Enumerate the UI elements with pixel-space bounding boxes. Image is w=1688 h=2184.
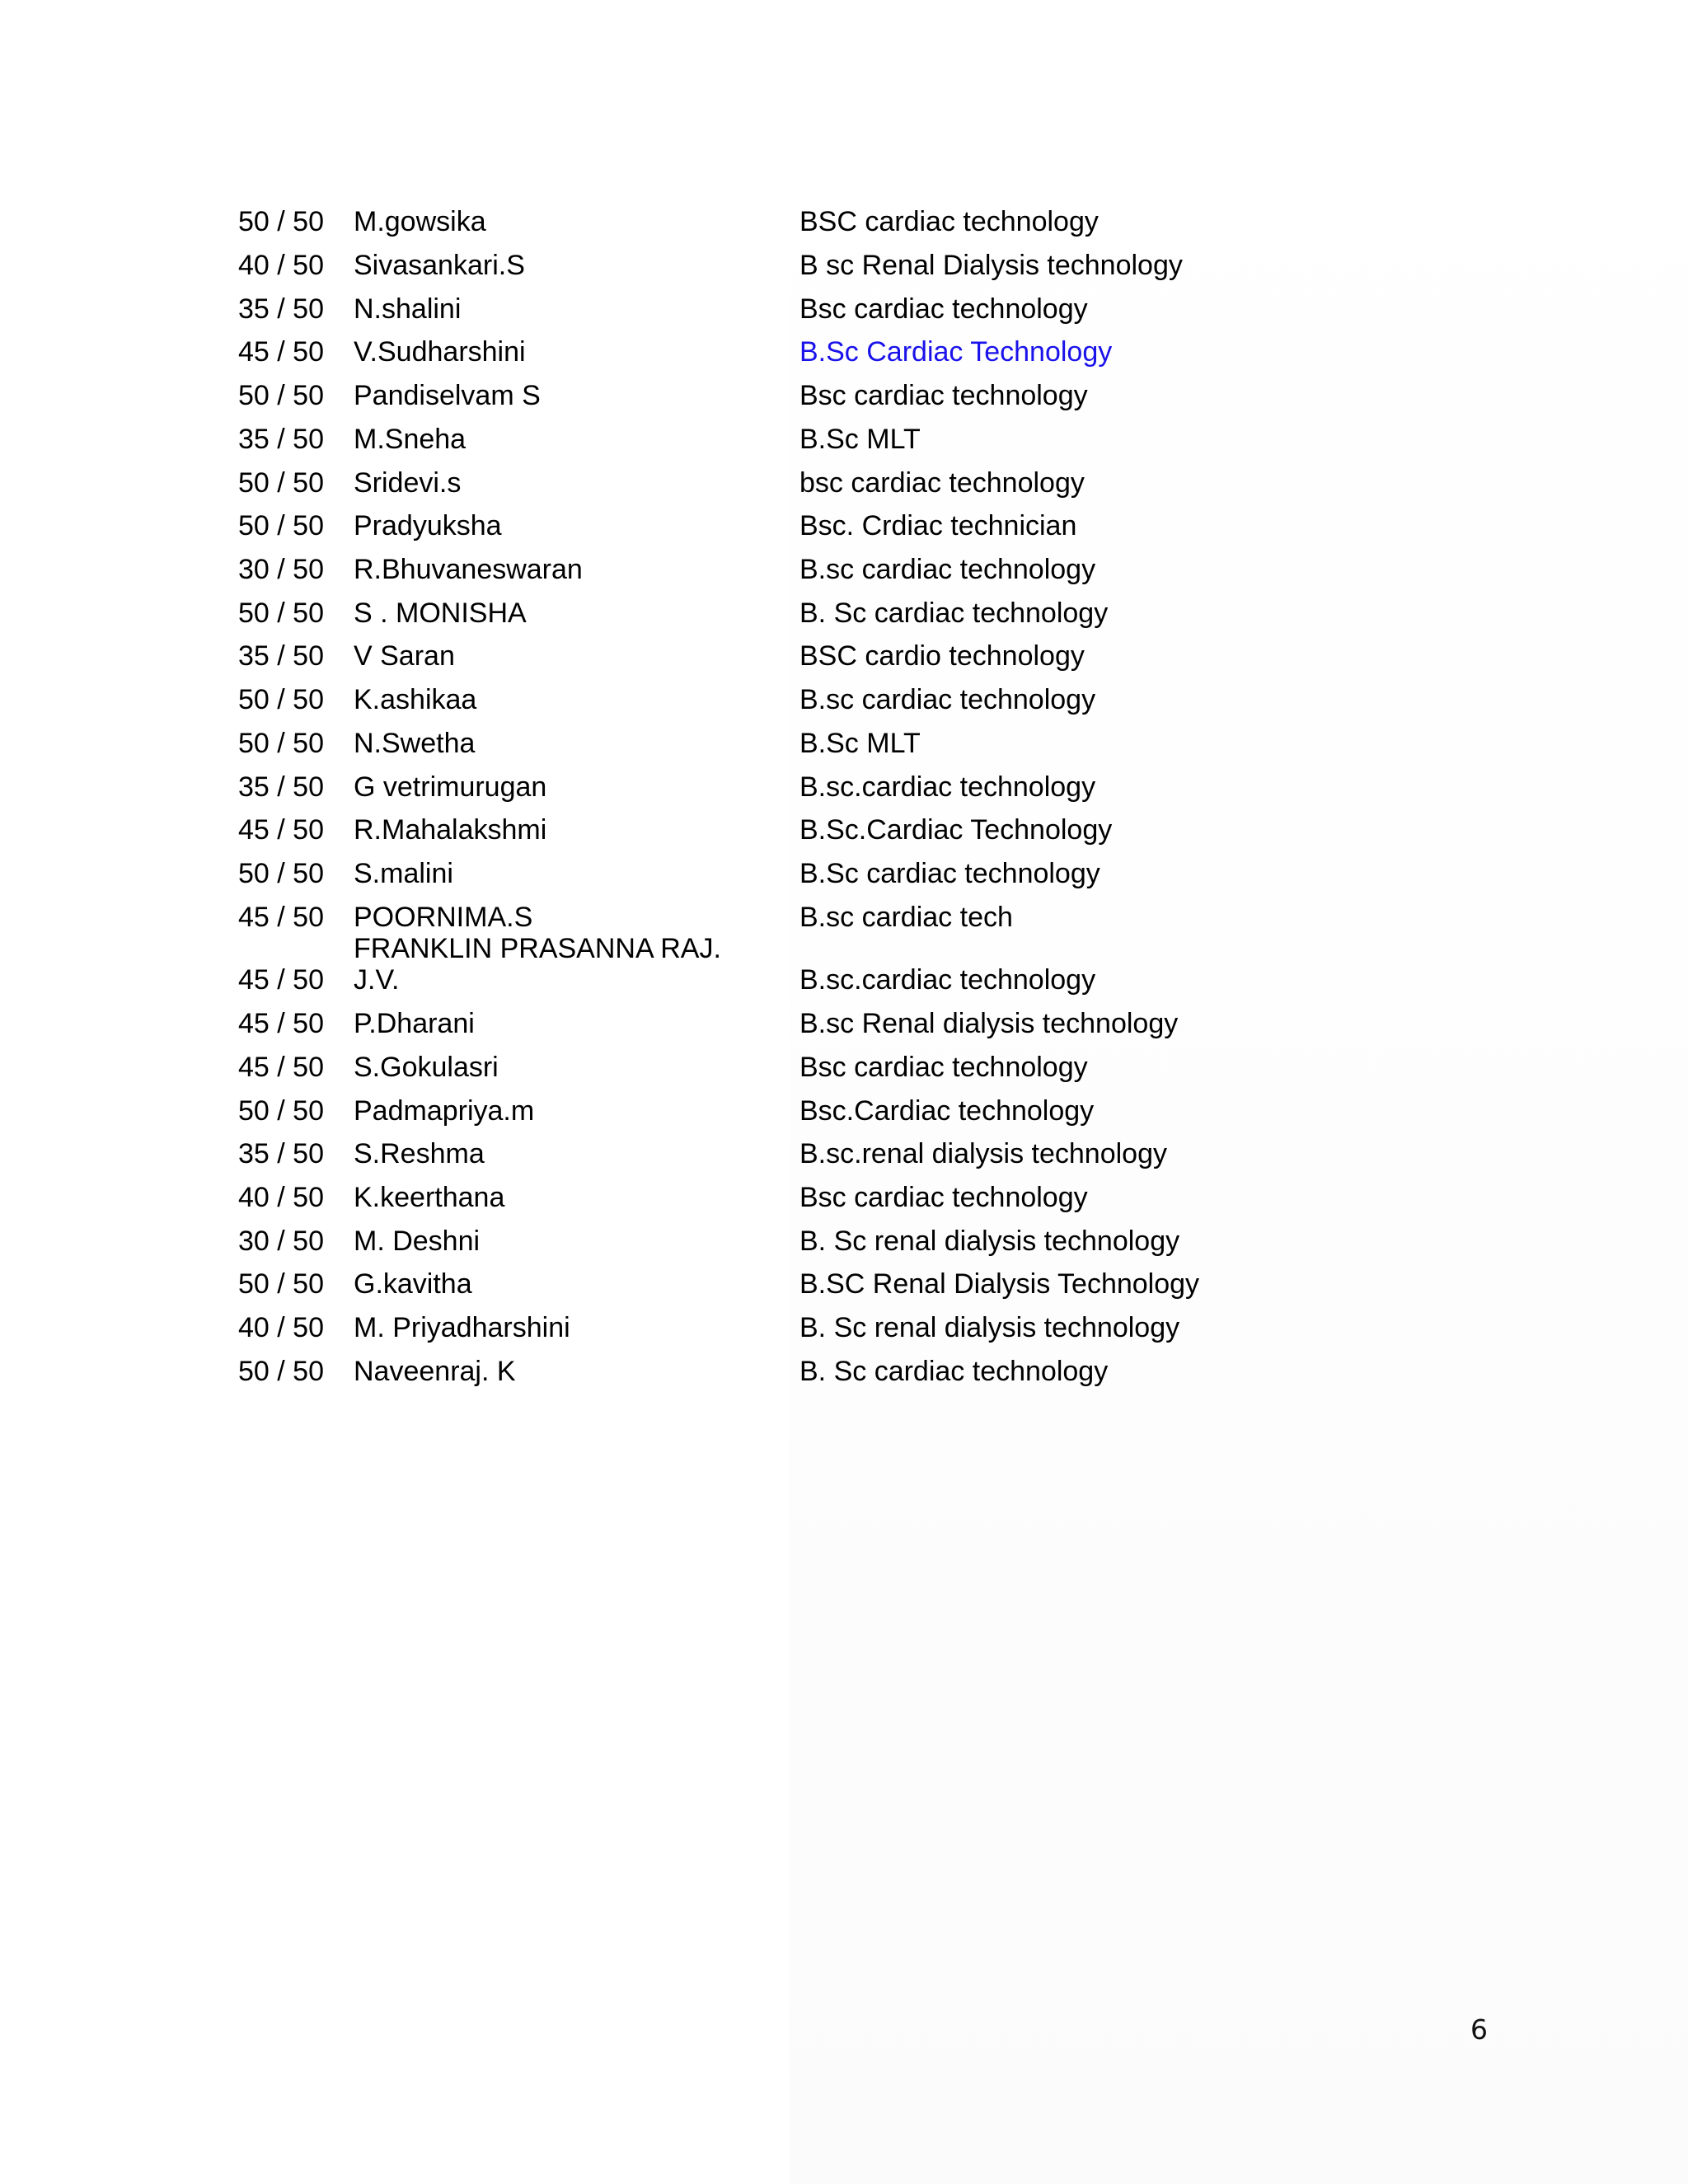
program-cell: Bsc cardiac technology xyxy=(799,1052,1088,1083)
program-cell: B.sc cardiac tech xyxy=(799,902,1013,933)
score-cell: 50 / 50 xyxy=(238,684,324,715)
program-cell: B.Sc.Cardiac Technology xyxy=(799,814,1113,846)
program-cell: BSC cardiac technology xyxy=(799,206,1099,237)
name-cell: M. Priyadharshini xyxy=(354,1312,570,1343)
program-cell: Bsc cardiac technology xyxy=(799,1182,1088,1213)
program-cell: Bsc cardiac technology xyxy=(799,293,1088,325)
program-cell: B.Sc cardiac technology xyxy=(799,858,1100,889)
score-cell: 50 / 50 xyxy=(238,206,324,237)
score-cell: 50 / 50 xyxy=(238,728,324,759)
page-number: 6 xyxy=(1470,2013,1488,2046)
score-cell: 50 / 50 xyxy=(238,598,324,629)
score-cell: 45 / 50 xyxy=(238,336,324,368)
score-cell: 40 / 50 xyxy=(238,1182,324,1213)
name-cell-line-2: J.V. xyxy=(354,964,400,996)
name-cell: POORNIMA.S xyxy=(354,902,533,933)
score-cell: 50 / 50 xyxy=(238,1268,324,1300)
name-cell: N.shalini xyxy=(354,293,462,325)
name-cell-line-1: FRANKLIN PRASANNA RAJ. xyxy=(354,933,721,964)
score-cell: 40 / 50 xyxy=(238,1312,324,1343)
name-cell: G vetrimurugan xyxy=(354,771,547,803)
name-cell: P.Dharani xyxy=(354,1008,475,1039)
program-cell: Bsc.Cardiac technology xyxy=(799,1095,1095,1127)
name-cell: V.Sudharshini xyxy=(354,336,526,368)
score-cell: 50 / 50 xyxy=(238,1095,324,1127)
score-cell: 35 / 50 xyxy=(238,640,324,672)
program-cell: Bsc cardiac technology xyxy=(799,380,1088,411)
program-cell: Bsc. Crdiac technician xyxy=(799,510,1077,541)
score-cell: 45 / 50 xyxy=(238,902,324,933)
score-cell: 30 / 50 xyxy=(238,1226,324,1257)
program-cell: BSC cardio technology xyxy=(799,640,1085,672)
program-cell: B. Sc renal dialysis technology xyxy=(799,1312,1180,1343)
score-cell: 50 / 50 xyxy=(238,1356,324,1387)
name-cell: Padmapriya.m xyxy=(354,1095,535,1127)
name-cell: Naveenraj. K xyxy=(354,1356,516,1387)
program-cell: B.sc.renal dialysis technology xyxy=(799,1138,1168,1169)
table-row xyxy=(238,206,1310,250)
score-cell: 45 / 50 xyxy=(238,1008,324,1039)
name-cell: S.Gokulasri xyxy=(354,1052,499,1083)
program-cell: B. Sc cardiac technology xyxy=(799,1356,1109,1387)
name-cell: S.malini xyxy=(354,858,453,889)
score-cell: 50 / 50 xyxy=(238,858,324,889)
name-cell: K.keerthana xyxy=(354,1182,505,1213)
program-cell: B sc Renal Dialysis technology xyxy=(799,250,1183,281)
name-cell: Sivasankari.S xyxy=(354,250,525,281)
name-cell: R.Bhuvaneswaran xyxy=(354,554,583,585)
program-cell: B. Sc cardiac technology xyxy=(799,598,1109,629)
score-cell: 35 / 50 xyxy=(238,293,324,325)
name-cell: V Saran xyxy=(354,640,455,672)
name-cell: Sridevi.s xyxy=(354,467,462,499)
name-cell: M. Deshni xyxy=(354,1226,481,1257)
program-cell: bsc cardiac technology xyxy=(799,467,1085,499)
name-cell: M.gowsika xyxy=(354,206,486,237)
score-cell: 45 / 50 xyxy=(238,964,324,996)
name-cell: N.Swetha xyxy=(354,728,476,759)
page-shade xyxy=(790,0,1688,2184)
program-link[interactable]: B.Sc Cardiac Technology xyxy=(799,336,1113,368)
score-cell: 45 / 50 xyxy=(238,1052,324,1083)
score-cell: 50 / 50 xyxy=(238,380,324,411)
score-cell: 35 / 50 xyxy=(238,771,324,803)
program-cell: B.Sc MLT xyxy=(799,728,921,759)
name-cell: S . MONISHA xyxy=(354,598,527,629)
score-cell: 40 / 50 xyxy=(238,250,324,281)
score-cell: 35 / 50 xyxy=(238,424,324,455)
results-table xyxy=(238,206,1310,1387)
name-cell: S.Reshma xyxy=(354,1138,485,1169)
program-cell: B.SC Renal Dialysis Technology xyxy=(799,1268,1200,1300)
name-cell: M.Sneha xyxy=(354,424,467,455)
name-cell: K.ashikaa xyxy=(354,684,477,715)
name-cell: Pradyuksha xyxy=(354,510,502,541)
program-cell: B.Sc MLT xyxy=(799,424,921,455)
program-cell: B. Sc renal dialysis technology xyxy=(799,1226,1180,1257)
program-cell: B.sc cardiac technology xyxy=(799,684,1096,715)
program-cell: B.sc.cardiac technology xyxy=(799,964,1096,996)
name-cell: R.Mahalakshmi xyxy=(354,814,547,846)
name-cell: Pandiselvam S xyxy=(354,380,541,411)
score-cell: 50 / 50 xyxy=(238,510,324,541)
name-cell: G.kavitha xyxy=(354,1268,472,1300)
program-cell: B.sc.cardiac technology xyxy=(799,771,1096,803)
score-cell: 50 / 50 xyxy=(238,467,324,499)
program-cell: B.sc cardiac technology xyxy=(799,554,1096,585)
program-cell: B.sc Renal dialysis technology xyxy=(799,1008,1179,1039)
score-cell: 45 / 50 xyxy=(238,814,324,846)
score-cell: 30 / 50 xyxy=(238,554,324,585)
score-cell: 35 / 50 xyxy=(238,1138,324,1169)
